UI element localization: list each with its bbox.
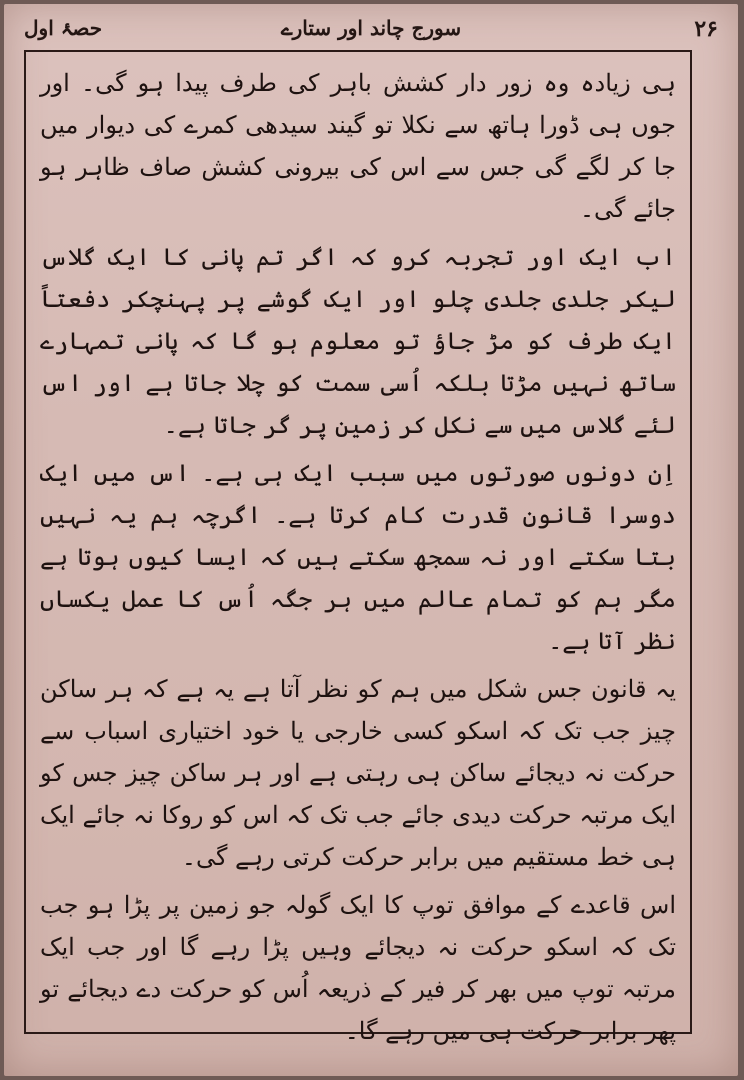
paragraph-5: اس قاعدے کے موافق توپ کا ایک گولہ جو زمین پر پڑا ہو جب تک کہ اسکو حرکت نہ دیجائے وہیں پڑا رہے گا اور جب ایک مرتبہ توپ میں بھر کر فیر کے ذریعہ اُس کو حرکت دے دیجائے تو پھر برابر حرکت ہی میں رہے گا۔ (40, 891, 676, 1045)
part-label: حصۂ اول (24, 16, 103, 40)
paragraph-3: اِن دونوں صورتوں میں سبب ایک ہی ہے۔ اس میں ایک دوسرا قانونِ قدرت کام کرتا ہے۔ اگرچہ ہم یہ نہیں بتا سکتے اور نہ سمجھ سکتے ہیں کہ ایسا کیوں ہوتا ہے مگر ہم کو تمام عالم میں ہر جگہ اُس کا عمل یکساں نظر آتا ہے۔ (40, 459, 676, 655)
text-frame (24, 50, 692, 1045)
page-number: ۲۶ (694, 16, 718, 42)
paragraph-1: ہی زیادہ وہ زور دار کشش باہر کی طرف پیدا ہو گی۔ اور جوں ہی ڈورا ہاتھ سے نکلا تو گیند سیدھی کمرے کی دیوار میں جا کر لگے گی جس سے اس کی بیرونی کشش صاف ظاہر ہو جائے گی۔ (40, 69, 676, 223)
paragraph-2: اب ایک اور تجربہ کرو کہ اگر تم پانی کا ایک گلاس لیکر جلدی جلدی چلو اور ایک گوشے پر پہنچکر دفعتاً ایک طرف کو مڑ جاؤ تو معلوم ہو گا کہ پانی تمہارے ساتھ نہیں مڑتا بلکہ اُسی سمت کو چلا جاتا ہے اور اس لئے گلاس میں سے نکل کر زمین پر گر جاتا ہے۔ (40, 243, 676, 439)
paragraph-4: یہ قانون جس شکل میں ہم کو نظر آتا ہے یہ ہے کہ ہر ساکن چیز جب تک کہ اسکو کسی خارجی یا خود اختیاری اسباب سے حرکت نہ دیجائے ساکن ہی رہتی ہے اور ہر ساکن چیز جس کو ایک مرتبہ حرکت دیدی جائے جب تک کہ اس کو روکا نہ جائے ایک ہی خط مستقیم میں برابر حرکت کرتی رہے گی۔ (40, 675, 676, 871)
page-header (18, 14, 724, 48)
book-page (4, 4, 738, 1076)
body-text (40, 62, 676, 1058)
running-title: سورج چاند اور ستارے (280, 16, 462, 40)
